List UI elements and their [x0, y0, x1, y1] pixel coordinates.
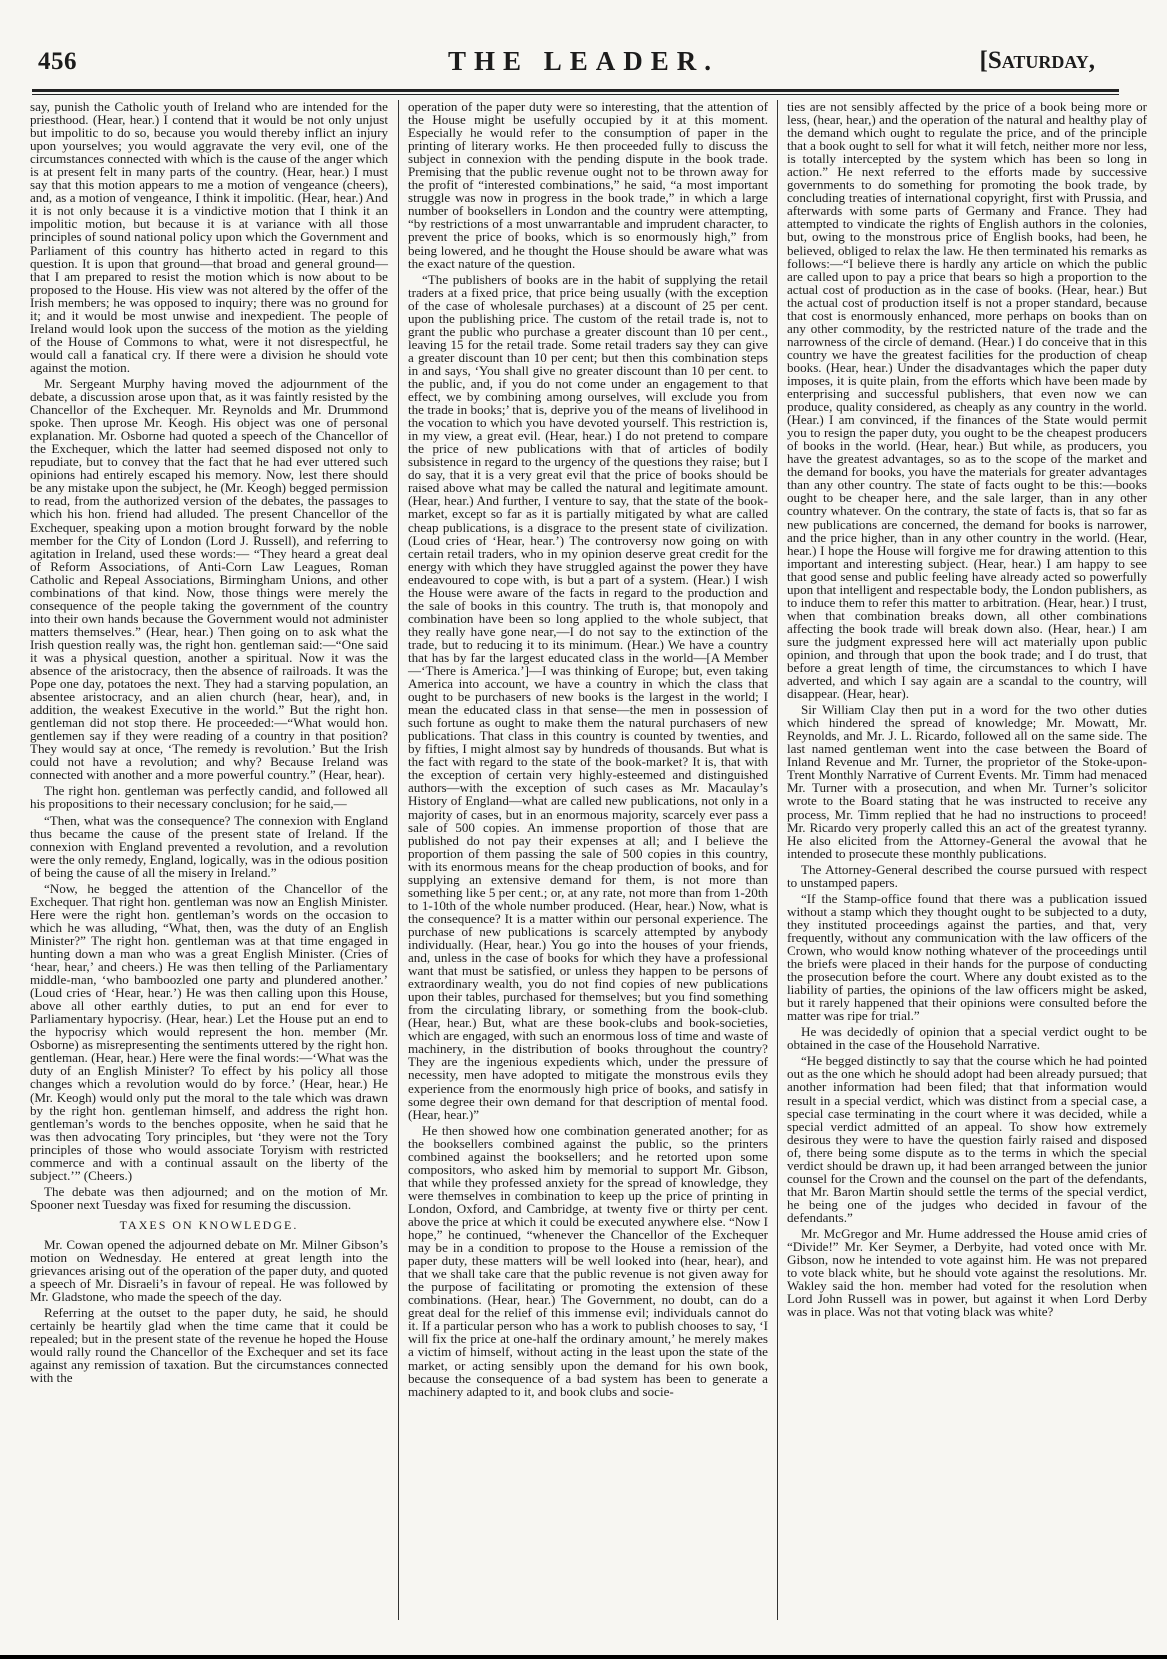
- paragraph: He then showed how one combination generated another; for as the booksellers combined against the public, so the printers combined against the booksellers; and he retorted upon some compositors, who asked him by memorial to support Mr. Gibson, that while they professed anxiety for the spread of knowledge, they were themselves in combination to keep up the price of printing in London, Oxford, and Cambridge, at twenty five or thirty per cent. above the price at which it could be executed anywhere else. “Now I hope,” he continued, “whenever the Chancellor of the Exchequer may be in a condition to propose to the House a remission of the paper duty, these matters will be well looked into (hear, hear), and that we shall take care that the public revenue is not given away for the purpose of facilitating or promoting the extension of these combinations. (Hear, hear.) The Government, no doubt, can do a great deal for the relief of this immense evil; individuals cannot do it. If a particular person who has a work to publish chooses to say, ‘I will fix the price at one-half the ordinary amount,’ he merely makes a victim of himself, without acting in the least upon the state of the market, or acting sensibly upon the demand for his own book, because the consequence of a bad system has been to generate a machinery adapted to it, and book clubs and socie-: [408, 1122, 768, 1399]
- article-columns: [30, 99, 1147, 1640]
- column-divider: [777, 100, 778, 1620]
- paragraph: operation of the paper duty were so interesting, that the attention of the House might be usefully occupied by it at this moment. Especially he would refer to the consumption of paper in the printing of literary works. He then proceeded fully to discuss the subject in connexion with the pending dispute in the book trade. Premising that the public revenue ought not to be thrown away for the profit of “interested combinations,” he said, “a most important struggle was now in progress in the book trade,” in which a large number of booksellers in London and the country were attempting, “by restrictions of a most unwarrantable and imprudent character, to prevent the price of books, which is so enormously high,” from being lowered, and he thought the House should be aware what was the exact nature of the question.: [408, 99, 768, 271]
- page-bottom-edge: [0, 1655, 1167, 1659]
- paragraph: Referring at the outset to the paper duty, he said, he should certainly be heartily glad when the time came that it could be repealed; but in the present state of the revenue he hoped the House would rally round the Chancellor of the Exchequer and set its face against any remission of taxation. But the circumstances connected with the: [30, 1305, 388, 1386]
- column-2: [408, 100, 768, 1401]
- paragraph: “Then, what was the consequence? The connexion with England thus became the cause of the present state of Ireland. If the connexion with England prevented a revolution, and a revolution were the only remedy, England, logically, was in the odious position of being the cause of all the misery in Ireland.”: [30, 812, 388, 880]
- header-rule-thick: [32, 89, 1119, 92]
- paragraph: The right hon. gentleman was perfectly candid, and followed all his propositions to their necessary conclusion; for he said,—: [30, 783, 388, 812]
- paragraph: The Attorney-General described the course pursued with respect to unstamped papers.: [787, 861, 1147, 890]
- paragraph: Mr. Sergeant Murphy having moved the adjournment of the debate, a discussion arose upon that, as it was faintly resisted by the Chancellor of the Exchequer. Mr. Reynolds and Mr. Drummond spoke. Then uprose Mr. Keogh. His object was one of personal explanation. Mr. Osborne had quoted a speech of the Chancellor of the Exchequer, which the latter had seemed disposed not only to repudiate, but to convey that the fact that he had ever uttered such opinions had entirely escaped his memory. Now, lest there should be any mistake upon the subject, he (Mr. Keogh) begged permission to read, from the authorized version of the debates, the passages to which his hon. friend had alluded. The present Chancellor of the Exchequer, speaking upon a motion brought forward by the noble member for the City of London (Lord J. Russell), and referring to agitation in Ireland, used these words:— “They heard a great deal of Reform Associations, of Anti-Corn Law Leagues, Roman Catholic and Repeal Associations, Birmingham Unions, and other combinations of that kind. Now, those things were merely the consequence of the people taking the government of the country into their own hands because the Government would not administer matters themselves.” (Hear, hear.) Then going on to ask what the Irish question really was, the right hon. gentleman said:—“One said it was a physical question, another a spiritual. Now it was the absence of the aristocracy, then the absence of railroads. It was the Pope one day, potatoes the next. They had a starving population, an absentee aristocracy, and an alien church (hear, hear), and, in addition, the weakest Executive in the world.” But the right hon. gentleman did not stop there. He proceeded:—“What would hon. gentlemen say if they were reading of a country in that position? They would say at once, ‘The remedy is revolution.’ But the Irish could not have a revolution; and why? Because Ireland was connected with another and a more powerful country.” (Hear, hear).: [30, 375, 388, 783]
- column-divider: [398, 100, 399, 1620]
- header-rule-thin: [32, 94, 1119, 95]
- paragraph: “Now, he begged the attention of the Chancellor of the Exchequer. That right hon. gentleman was now an English Minister. Here were the right hon. gentleman’s words on the occasion to which he was alluding, “What, then, was the duty of an English Minister?” The right hon. gentleman was at that time engaged in hunting down a man who was a great English Minister. (Cries of ‘hear, hear,’ and cheers.) He was then telling of the Parliamentary middle-man, ‘who bamboozled one party and plundered another.’ (Loud cries of ‘Hear, hear.’) He was then calling upon this House, above all other earthly duties, to put an end for ever to Parliamentary hypocrisy. (Hear, hear.) Let the House put an end to the hypocrisy which would represent the hon. member (Mr. Osborne) as misrepresenting the sentiments uttered by the right hon. gentleman. (Hear, hear.) Here were the final words:—‘What was the duty of an English Minister? To effect by his policy all those changes which a revolution would do by force.’ (Hear, hear.) He (Mr. Keogh) would only put the moral to the tale which was drawn by the right hon. gentleman himself, and address the right hon. gentleman’s words to the benches opposite, when he said that he was then advocating Tory principles, but ‘they were not the Tory principles of those who would associate Toryism with restricted commerce and with a continual assault on the liberty of the subject.’” (Cheers.): [30, 880, 388, 1183]
- page-number: 456: [38, 48, 77, 75]
- paragraph: The debate was then adjourned; and on the motion of Mr. Spooner next Tuesday was fixed for resuming the discussion.: [30, 1183, 388, 1212]
- paragraph: ties are not sensibly affected by the price of a book being more or less, (hear, hear,) and the operation of the natural and healthy play of the demand which ought to regulate the price, and of the principle that a book ought to sell for what it will fetch, neither more nor less, is totally intercepted by the system which has been so long in action.” He next referred to the efforts made by successive governments to do something for promoting the book trade, by concluding treaties of international copyright, first with Prussia, and afterwards with some parts of Germany and France. They had attempted to vindicate the rights of English authors in the colonies, but, owing to the monstrous price of English books, had been, he believed, obliged to relax the law. He then terminated his remarks as follows:—“I believe there is hardly any article on which the public are called upon to pay a price that bears so high a proportion to the actual cost of production as in the case of books. (Hear, hear.) But the actual cost of production itself is not a proper standard, because that cost is enormously enhanced, more perhaps on books than on any other commodity, by the restricted nature of the trade and the narrowness of the circle of demand. (Hear.) I do conceive that in this country we have the greatest facilities for the production of cheap books. (Hear, hear.) Under the disadvantages which the paper duty imposes, it is quite plain, from the efforts which have been made by enterprising and successful publishers, that even now we can produce, quality considered, as cheaply as any country in the world. (Hear.) I am convinced, if the finances of the State would permit you to resign the paper duty, you ought to be the cheapest producers of books in the world. (Hear, hear.) But while, as producers, you have the greatest advantages, so as to the scope of the market and the demand for books, you have the materials for greater advantages than any other country. The state of facts ought to be this:—books ought to be cheaper here, and the sale larger, than in any other country whatever. On the contrary, the state of facts is, that so far as new publications are concerned, the demand for books is narrower, and the price higher, than in any other country in the world. (Hear, hear.) I hope the House will forgive me for drawing attention to this important and interesting subject. (Hear, hear.) I am happy to see that good sense and public feeling have already acted so powerfully upon that intelligent and respectable body, the London publishers, as to induce them to refer this matter to arbitration. (Hear, hear.) I trust, when that combination breaks down, all other combinations affecting the book trade will break down also. (Hear, hear.) I am sure the judgment expressed here will act materially upon public opinion, and through that upon the book trade; and I do trust, that before a great length of time, the circumstances to which I have adverted, and which I say again are a scandal to the country, will disappear. (Hear, hear).: [787, 99, 1147, 702]
- paragraph: Mr. Cowan opened the adjourned debate on Mr. Milner Gibson’s motion on Wednesday. He entered at great length into the grievances arising out of the operation of the paper duty, and quoted a speech of Mr. Disraeli’s in favour of repeal. He was followed by Mr. Gladstone, who made the speech of the day.: [30, 1236, 388, 1305]
- paragraph: “If the Stamp-office found that there was a publication issued without a stamp which they thought ought to be subjected to a duty, they instituted proceedings against the parties, and that, very frequently, without any communication with the law officers of the Crown, who would know nothing whatever of the proceedings until the briefs were placed in their hands for the purpose of conducting the prosecution before the court. Where any doubt existed as to the liability of parties, the opinions of the law officers might be asked, but it rarely happened that their opinions were consulted before the matter was ripe for trial.”: [787, 890, 1147, 1024]
- paragraph: say, punish the Catholic youth of Ireland who are intended for the priesthood. (Hear, hear.) I contend that it would be not only unjust but impolitic to do so, because you would thereby inflict an injury upon yourselves; you would aggravate the very evil, one of the circumstances connected with which is the cause of the anger which is at present felt in many parts of the country. (Hear, hear.) I must say that this motion appears to me a motion of vengeance (cheers), and, as a motion of vengeance, I think it impolitic. (Hear, hear.) And it is not only because it is a vindictive motion that I think it an impolitic motion, but because it is at variance with all those principles of sound national policy upon which the Government and Parliament of this country has hitherto acted in regard to this question. It is upon that ground—that broad and general ground—that I am prepared to resist the motion which is now about to be proposed to the House. His view was not altered by the offer of the Irish members; he was opposed to inquiry; there was no ground for it; and it would be most unwise and inexpedient. The people of Ireland would look upon the success of the motion as the yielding of the House of Commons to what, were it not disrespectful, he would call a fanatical cry. If there were a division he should vote against the motion.: [30, 99, 388, 375]
- paragraph: “The publishers of books are in the habit of supplying the retail traders at a fixed price, that price being usually (with the exception of the case of wholesale purchases) at a discount of 25 per cent. upon the publishing price. The custom of the retail trade is, not to grant the public who purchase a greater discount than 10 per cent., leaving 15 for the retail trade. Some retail traders say they can give a greater discount than 10 per cent; but then this combination steps in and says, ‘You shall give no greater discount than 10 per cent. to the public, and, if you do not come under an engagement to that effect, we by combining among ourselves, will exclude you from the trade in books;’ that is, deprive you of the means of livelihood in the vocation to which you have devoted yourself. This restriction is, in my view, a great evil. (Hear, hear.) I do not pretend to compare the price of new publications with that of articles of bodily subsistence in regard to the urgency of the questions they raise; but I do say, that it is a very great evil that the price of books should be raised above what may be called the natural and legitimate amount. (Hear, hear.) And further, I venture to say, that the state of the book-market, except so far as it is partially mitigated by what are called cheap publications, is a disgrace to the present state of civilization. (Loud cries of ‘Hear, hear.’) The controversy now going on with certain retail traders, who in my opinion deserve great credit for the energy with which they have struggled against the power they have endeavoured to cope with, is but a part of a system. (Hear.) I wish the House were aware of the facts in regard to the production and the sale of books in this country. The truth is, that monopoly and combination have been so long applied to the whole subject, that they really have gone near,—I do not say to the extinction of the trade, but to reducing it to its minimum. (Hear.) We have a country that has by far the largest educated class in the world—[A Member—‘There is America.’]—I was thinking of Europe; but, even taking America into account, we have a country in which the class that ought to be purchasers of new books is the largest in the world; I mean the educated class in that sense—the men in possession of such fortune as ought to make them the natural purchasers of new publications. That class in this country is counted by twenties, and by fifties, I might almost say by hundreds of thousands. But what is the fact with regard to the state of the book-market? It is, that with the exception of certain very highly-esteemed and distinguished authors—with the exception of such cases as Mr. Macaulay’s History of England—what are called new publications, not only in a majority of cases, but in an enormous majority, scarcely ever pass a sale of 500 copies. An immense proportion of those that are published do not pay their expenses at all; and I believe the proportion of them passing the sale of 500 copies in this country, with its enormous means for the cheap production of books, and for supplying an extensive demand for them, is not more than something like 5 per cent.; or, at any rate, not more than from 1-20th to 1-10th of the whole number produced. (Hear, hear.) Now, what is the consequence? It is a matter within our personal experience. The purchase of new publications is scarcely attempted by anybody individually. (Hear, hear.) You go into the houses of your friends, and, unless in the case of books for which they have a professional want that must be satisfied, or unless they happen to be persons of extraordinary wealth, you do not find copies of new publications upon their tables, purchased for themselves; but you find something from the circulating library, or something from the book-club. (Hear, hear.) But, what are these book-clubs and book-societies, which are engaged, with such an enormous loss of time and waste of machinery, in the distribution of books throughout the country? They are the ingenious expedients which, under the pressure of necessity, men have adopted to mitigate the monstrous evils they experience from the enormously high price of books, and satisfy in some degree their own demand for that description of mental food. (Hear, hear.)”: [408, 271, 768, 1122]
- page-header: [0, 0, 1167, 92]
- column-1: [30, 100, 388, 1388]
- paragraph: “He begged distinctly to say that the course which he had pointed out as the one which he should adopt had been already pursued; that another information had been filed; that that information would result in a special verdict, which was distinct from a special case, a special case terminating in the court where it was decided, while a special verdict admitted of an appeal. To show how extremely desirous they were to have the question fairly raised and disposed of, there being some dispute as to the terms in which the special verdict should be drawn up, it had been arranged between the junior counsel for the Crown and the counsel on the part of the defendants, that Mr. Baron Martin should settle the terms of the special verdict, he being one of the judges who decided in favour of the defendants.”: [787, 1053, 1147, 1225]
- paragraph: Sir William Clay then put in a word for the two other duties which hindered the spread of knowledge; Mr. Mowatt, Mr. Reynolds, and Mr. J. L. Ricardo, followed all on the same side. The last named gentleman went into the case between the Board of Inland Revenue and Mr. Turner, the proprietor of the Stoke-upon-Trent Monthly Narrative of Current Events. Mr. Timm had menaced Mr. Turner with a prosecution, and when Mr. Turner’s solicitor wrote to the Board stating that he was instructed to receive any process, Mr. Timm replied that he had no instructions to proceed! Mr. Ricardo very properly called this an act of the greatest tyranny. He also elicited from the Attorney-General the avowal that he intended to prosecute these monthly publications.: [787, 702, 1147, 861]
- paragraph: He was decidedly of opinion that a special verdict ought to be obtained in the case of the Household Narrative.: [787, 1024, 1147, 1053]
- dateline: [Saturday,: [979, 47, 1095, 74]
- paragraph: Mr. McGregor and Mr. Hume addressed the House amid cries of “Divide!” Mr. Ker Seymer, a Derbyite, had voted once with Mr. Gibson, now he intended to vote against him. He was not prepared to vote black white, but he should vote against the resolutions. Mr. Wakley said the hon. member had voted for the resolution when Lord John Russell was in power, but against it when Lord Derby was in place. Was not that voting black was white?: [787, 1225, 1147, 1320]
- section-heading: TAXES ON KNOWLEDGE.: [119, 1217, 299, 1232]
- masthead-title: THE LEADER.: [447, 46, 720, 76]
- column-3: [787, 100, 1147, 1321]
